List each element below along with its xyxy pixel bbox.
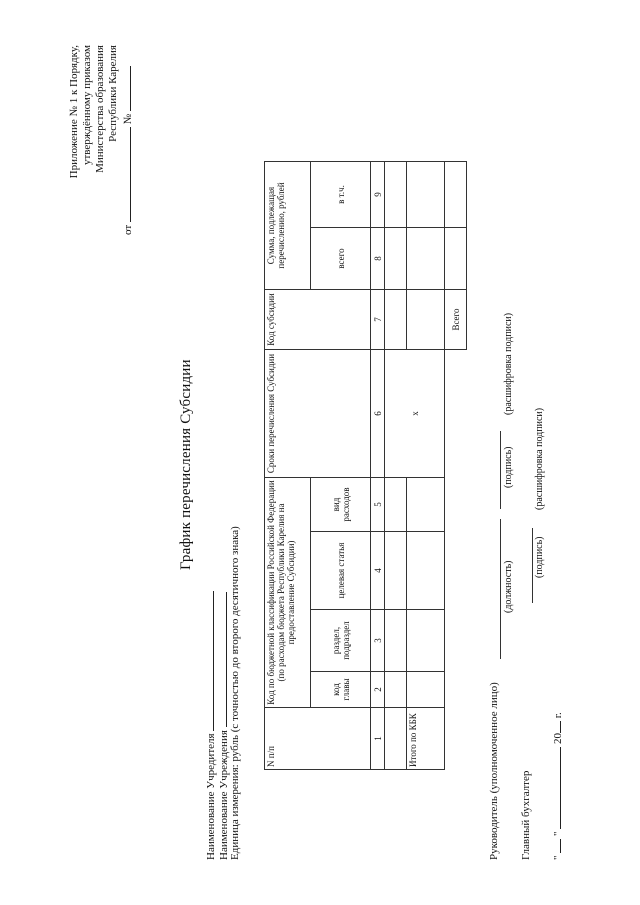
founder-label: Наименование Учредителя — [205, 733, 217, 860]
col-header-sum-group: Сумма, подлежащая перечислению, рублей — [265, 162, 311, 290]
col-header-total: всего — [311, 228, 371, 290]
from-label: от — [122, 224, 134, 235]
date-blank — [120, 127, 131, 222]
col-number-7: 7 — [371, 290, 385, 350]
accountant-signature-caption: (подпись) — [534, 536, 545, 578]
total-row — [445, 162, 467, 770]
appendix-line-1: Приложение № 1 к Порядку, — [68, 45, 80, 179]
col-number-5: 5 — [371, 478, 385, 532]
number-label: № — [122, 113, 134, 125]
document-title: График перечисления Субсидии — [178, 359, 194, 570]
col-header-section: раздел, подраздел — [311, 610, 371, 672]
position-line — [500, 519, 501, 659]
unit-label: Единица измерения: рубль (с точностью до второго десятичного знака) — [229, 526, 241, 860]
head-decoding-caption: (расшифровка подписи) — [503, 312, 514, 415]
head-label: Руководитель (уполномоченное лицо) — [488, 682, 500, 860]
position-caption: (должность) — [503, 560, 514, 613]
col-number-8: 8 — [371, 228, 385, 290]
appendix-date-number — [120, 45, 135, 245]
founder-blank — [203, 591, 214, 731]
col-number-6: 6 — [371, 350, 385, 478]
accountant-decoding-caption: (расшифровка подписи) — [534, 407, 545, 510]
number-blank — [120, 66, 131, 111]
col-header-terms: Сроки перечисления Субсидии — [265, 350, 371, 478]
date-close-quote: " — [552, 831, 564, 836]
year-prefix: 20 — [552, 733, 564, 744]
itogo-kbk-label: Итого по КБК — [407, 708, 445, 770]
institution-row — [216, 526, 229, 860]
year-suffix: г. — [552, 712, 564, 719]
col-header-incl: в т.ч. — [311, 162, 371, 228]
appendix-line-2: утверждённому приказом — [81, 45, 93, 166]
accountant-signature-line — [532, 528, 533, 603]
terms-x-mark: x — [385, 350, 445, 478]
appendix-header — [68, 45, 135, 245]
col-number-4: 4 — [371, 532, 385, 610]
appendix-line-3: Министерства образования — [94, 45, 106, 173]
accountant-label: Главный бухгалтер — [520, 770, 532, 860]
col-number-3: 3 — [371, 610, 385, 672]
col-number-9: 9 — [371, 162, 385, 228]
header-fields — [203, 526, 242, 860]
institution-blank — [216, 592, 227, 727]
col-header-exp-type: вид расходов — [311, 478, 371, 532]
head-signature-line — [500, 431, 501, 509]
schedule-table — [264, 161, 467, 770]
col-header-target: целевая статья — [311, 532, 371, 610]
col-number-2: 2 — [371, 672, 385, 708]
institution-label: Наименование Учреждения — [218, 730, 230, 860]
col-header-bk-group: Код по бюджетной классификации Российской Федерации (по расходам бюджета Республики Карелия на предоставление Субсидии) — [265, 478, 311, 708]
date-open-quote: " — [552, 855, 564, 860]
head-signature-caption: (подпись) — [503, 446, 514, 488]
col-number-1: 1 — [371, 708, 385, 770]
col-header-num: N п/п — [265, 708, 371, 770]
appendix-line-4: Республики Карелия — [107, 45, 119, 142]
table-row — [385, 162, 407, 770]
day-blank — [550, 839, 561, 853]
founder-row — [203, 526, 216, 860]
year-blank — [550, 721, 561, 733]
vsego-label: Всего — [445, 290, 467, 350]
date-line — [550, 712, 564, 860]
unit-row — [229, 526, 242, 860]
col-header-chapter: код главы — [311, 672, 371, 708]
month-blank — [550, 747, 561, 829]
col-header-subsidy-code: Код субсидии — [265, 290, 371, 350]
